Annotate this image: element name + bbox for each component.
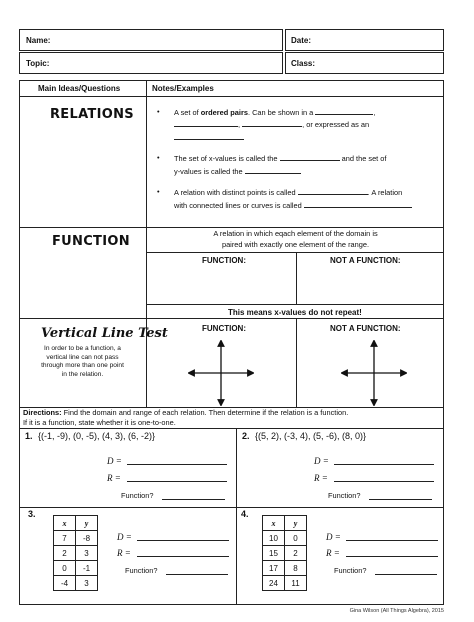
relations-b1-c: ,	[373, 108, 376, 117]
function-example-divider	[296, 252, 297, 304]
table-cell: 0	[285, 531, 307, 546]
table-cell: -4	[54, 576, 76, 591]
p1-domain-label: D =	[107, 456, 122, 466]
relations-b1-a: A set of	[174, 108, 201, 117]
directions-label: Directions:	[23, 408, 62, 417]
problem-1-number: 1.	[25, 431, 33, 441]
table-cell: 7	[54, 531, 76, 546]
p2-range-blank[interactable]	[334, 474, 434, 482]
problem-2-set: {(5, 2), (-3, 4), (5, -6), (8, 0)}	[255, 431, 367, 441]
table-row	[54, 546, 98, 561]
footer-credit: Gina Wilson (All Things Algebra), 2015	[349, 608, 444, 614]
function-definition	[147, 229, 444, 250]
problem-divider	[236, 428, 237, 605]
table-cell: 3	[76, 576, 98, 591]
function-def-line1: A relation in which eqach element of the domain is	[213, 229, 378, 238]
p3-range-blank[interactable]	[137, 549, 229, 557]
problem-1-set: {(-1, -9), (0, -5), (4, 3), (6, -2)}	[38, 431, 156, 441]
vlt-title: Vertical Line Test	[41, 326, 168, 341]
date-field[interactable]	[285, 29, 444, 51]
bullet-3: •	[157, 187, 160, 197]
blank[interactable]	[315, 106, 376, 117]
table-cell: 10	[263, 531, 285, 546]
relations-title: RELATIONS	[50, 107, 134, 122]
problem-3-number: 3.	[28, 509, 36, 519]
directions-text-1: Find the domain and range of each relation. Then determine if the relation is a function.	[61, 408, 349, 417]
not-function-example-label: NOT A FUNCTION:	[330, 256, 401, 265]
name-field[interactable]	[19, 29, 283, 51]
function-example-label: FUNCTION:	[202, 256, 246, 265]
relations-b1-bold: ordered pairs	[200, 108, 248, 117]
table-cell: 2	[54, 546, 76, 561]
x-header: x	[263, 516, 285, 531]
table-cell: 24	[263, 576, 285, 591]
topic-field[interactable]	[19, 52, 283, 74]
bullet-1: •	[157, 107, 160, 116]
p1-range-blank[interactable]	[127, 474, 227, 482]
table-row	[263, 561, 307, 576]
table-row	[263, 546, 307, 561]
problem-1	[25, 431, 155, 441]
p4-range-blank[interactable]	[346, 549, 438, 557]
class-label: Class:	[291, 59, 316, 68]
axes-not-function-graph[interactable]	[341, 340, 407, 406]
p1-domain-blank[interactable]	[127, 457, 227, 465]
p3-domain-label: D =	[117, 532, 132, 542]
relations-b2-b: and the set of	[341, 154, 387, 164]
blank[interactable]	[304, 199, 412, 208]
note-divider	[147, 304, 444, 305]
vlt-desc-3: through more than one point	[41, 362, 124, 370]
table-cell: 0	[54, 561, 76, 576]
problem-3-table	[53, 515, 98, 591]
table-row	[54, 561, 98, 576]
p4-range-label: R =	[326, 548, 340, 558]
table-row	[263, 531, 307, 546]
column-header-left: Main Ideas/Questions	[38, 84, 121, 93]
vlt-example-divider	[296, 318, 297, 407]
table-cell: 17	[263, 561, 285, 576]
vlt-not-function-label: NOT A FUNCTION:	[330, 324, 401, 333]
table-cell: 15	[263, 546, 285, 561]
column-header-right: Notes/Examples	[152, 84, 214, 93]
p2-function-label: Function?	[328, 491, 361, 500]
relations-b1-c2: ,	[238, 120, 241, 130]
p1-function-blank[interactable]	[162, 492, 225, 500]
p4-domain-label: D =	[326, 532, 341, 542]
table-cell: -8	[76, 531, 98, 546]
blank[interactable]	[298, 186, 368, 195]
p2-function-blank[interactable]	[369, 492, 432, 500]
relations-b3-b: . A relation	[367, 188, 403, 198]
blank[interactable]	[242, 118, 302, 127]
relations-b1-b: . Can be shown in a	[247, 108, 314, 117]
relations-b1-d: , or expressed as an	[302, 120, 370, 130]
function-def-line2: paired with exactly one element of the range.	[221, 239, 370, 249]
date-label: Date:	[291, 36, 312, 45]
table-row	[263, 576, 307, 591]
problem-2-number: 2.	[242, 431, 250, 441]
p3-function-label: Function?	[125, 566, 158, 575]
table-row	[54, 531, 98, 546]
p3-function-blank[interactable]	[166, 567, 228, 575]
table-cell: 8	[285, 561, 307, 576]
p4-domain-blank[interactable]	[346, 533, 438, 541]
problem-4-table	[262, 515, 307, 591]
topic-label: Topic:	[26, 59, 50, 68]
x-header: x	[54, 516, 76, 531]
table-cell: 11	[285, 576, 307, 591]
p4-function-blank[interactable]	[375, 567, 437, 575]
relations-b2-c: y-values is called the	[174, 166, 243, 176]
problem-2	[242, 431, 366, 441]
row-divider	[19, 428, 444, 429]
name-label: Name:	[26, 36, 51, 45]
p1-range-label: R =	[107, 473, 121, 483]
vlt-desc-1: In order to be a function, a	[44, 345, 121, 352]
relations-b3-c: with connected lines or curves is called	[174, 200, 302, 210]
vlt-description	[25, 345, 140, 379]
y-header: y	[76, 516, 98, 531]
axes-function-graph[interactable]	[188, 340, 254, 406]
function-title: FUNCTION	[52, 234, 130, 249]
p1-function-label: Function?	[121, 491, 154, 500]
p2-domain-label: D =	[314, 456, 329, 466]
p3-range-label: R =	[117, 548, 131, 558]
vlt-desc-2: vertical line can not pass	[46, 353, 119, 361]
p2-range-label: R =	[314, 473, 328, 483]
y-header: y	[285, 516, 307, 531]
blank[interactable]	[280, 152, 340, 161]
row-divider	[19, 507, 444, 508]
table-row	[54, 576, 98, 591]
problem-4-number: 4.	[241, 509, 249, 519]
class-field[interactable]	[285, 52, 444, 74]
blank[interactable]	[245, 165, 301, 174]
relations-notes	[157, 106, 442, 211]
vlt-function-label: FUNCTION:	[202, 324, 246, 333]
table-cell: -1	[76, 561, 98, 576]
vlt-desc-4: in the relation.	[61, 370, 104, 378]
table-cell: 3	[76, 546, 98, 561]
relations-b3-a: A relation with distinct points is called	[174, 188, 296, 198]
p3-domain-blank[interactable]	[137, 533, 229, 541]
blank[interactable]	[174, 118, 241, 130]
p4-function-label: Function?	[334, 566, 367, 575]
table-cell: 2	[285, 546, 307, 561]
blank[interactable]	[174, 131, 244, 140]
bullet-2: •	[157, 153, 160, 163]
row-divider	[19, 227, 444, 228]
directions-text-2: If it is a function, state whether it is one-to-one.	[23, 418, 176, 428]
p2-domain-blank[interactable]	[334, 457, 434, 465]
directions	[23, 408, 441, 429]
repeat-note: This means x-values do not repeat!	[228, 308, 362, 317]
relations-b2-a: The set of x-values is called the	[174, 154, 278, 164]
row-divider	[19, 318, 444, 319]
